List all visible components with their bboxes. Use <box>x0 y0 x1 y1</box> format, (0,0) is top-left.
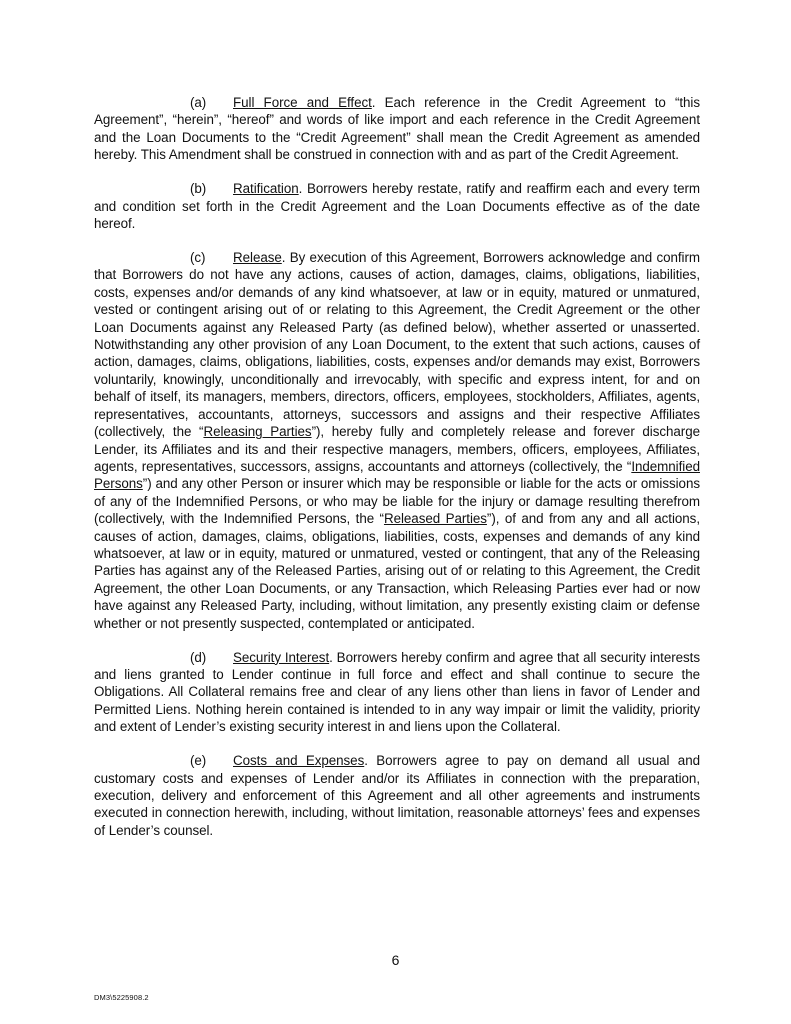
section-e-costs-and-expenses <box>94 752 700 839</box>
section-letter: (d) <box>190 649 207 665</box>
section-a-full-force-and-effect <box>94 94 700 164</box>
document-id-footer: DM3\5225908.2 <box>94 993 149 1002</box>
section-letter: (a) <box>190 95 207 110</box>
section-heading: Security Interest <box>233 649 330 665</box>
defined-term-released-parties: Released Parties <box>383 511 487 527</box>
section-text: ”) and any other Person or insurer which may be responsible or liable for the acts or omissions of any of the Indemnified Persons, or who may be liable for the injury or damage resulting therefrom (collectively, with the Indemnified Persons, the “ <box>94 476 700 527</box>
defined-term-releasing-parties: Releasing Parties <box>203 424 312 440</box>
section-b-ratification <box>94 180 700 232</box>
section-letter: (c) <box>190 250 206 266</box>
section-letter: (b) <box>190 181 207 197</box>
section-heading: Release <box>233 250 282 266</box>
section-heading: Full Force and Effect <box>233 95 372 110</box>
document-body <box>94 94 700 856</box>
defined-term-indemnified-persons: Indemnified Persons <box>94 458 700 492</box>
section-heading: Costs and Expenses <box>233 753 365 769</box>
section-text: . Borrowers hereby restate, ratify and reaffirm each and every term and condition set forth in the Credit Agreement and the Loan Documents effective as of the date hereof. <box>94 181 700 232</box>
section-c-release <box>94 249 700 632</box>
section-heading: Ratification <box>233 181 299 197</box>
page-number: 6 <box>391 952 400 968</box>
section-letter: (e) <box>190 753 207 769</box>
section-text: ”), of and from any and all actions, causes of action, damages, claims, obligations, liabilities, costs, expenses and demands of any kind whatsoever, at law or in equity, matured or unmatured, vested or contingent, that any of the Releasing Parties has against any of the Released Parties, arising out of or relating to this Agreement, the Credit Agreement, the other Loan Documents, or any Transaction, which Releasing Parties ever had or now have against any Released Party, including, without limitation, any presently existing claim or defense whether or not presently suspected, contemplated or anticipated. <box>94 511 700 631</box>
section-text: . Borrowers agree to pay on demand all usual and customary costs and expenses of Lender and/or its Affiliates in connection with the preparation, execution, delivery and enforcement of this Agreement and all other agreements and instruments executed in connection herewith, including, without limitation, reasonable attorneys’ fees and expenses of Lender’s counsel. <box>94 753 700 838</box>
section-text: ”), hereby fully and completely release and forever discharge Lender, its Affiliates and its and their respective managers, members, officers, employees, Affiliates, agents, representatives, successors, assigns, accountants and attorneys (collectively, the “ <box>94 424 701 474</box>
section-text: . Borrowers hereby confirm and agree that all security interests and liens granted to Lender continue in full force and effect and shall continue to secure the Obligations. All Collateral remains free and clear of any liens other than liens in favor of Lender and Permitted Liens. Nothing herein contained is intended to in any way impair or limit the validity, priority and extent of Lender’s existing security interest in and liens upon the Collateral. <box>94 649 700 735</box>
section-text: . By execution of this Agreement, Borrowers acknowledge and confirm that Borrowers do not have any actions, causes of action, damages, claims, obligations, liabilities, costs, expenses and/or demands of any kind whatsoever, at law or in equity, matured or unmatured, vested or contingent arising out of or relating to this Agreement, the Credit Agreement or the other Loan Documents against any Released Party (as defined below), whether asserted or unasserted. Notwithstanding any other provision of any Loan Document, to the extent that such actions, causes of action, damages, claims, obligations, liabilities, costs, expenses and/or demands may exist, Borrowers voluntarily, knowingly, unconditionally and irrevocably, with specific and express intent, for and on behalf of itself, its managers, members, directors, officers, employees, stockholders, Affiliates, agents, representatives, accountants, attorneys, successors and assigns and their respective Affiliates (collectively, the “ <box>94 250 700 440</box>
section-d-security-interest <box>94 649 700 736</box>
section-text: . Each reference in the Credit Agreement to “this Agreement”, “herein”, “hereof” and words of like import and each reference in the Credit Agreement and the Loan Documents to the “Credit Agreement” shall mean the Credit Agreement as amended hereby. This Amendment shall be construed in connection with and as part of the Credit Agreement. <box>94 95 700 163</box>
